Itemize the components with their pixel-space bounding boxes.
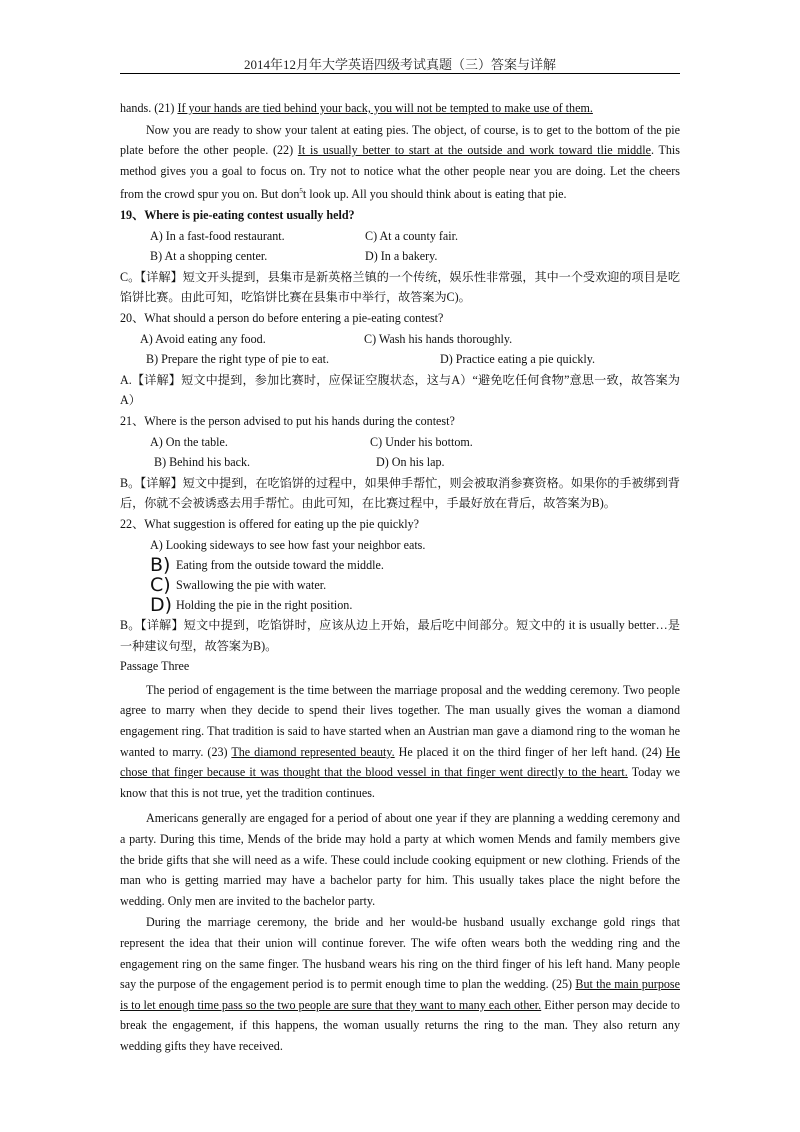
q21-option-d: D) On his lap. — [376, 455, 445, 470]
intro-paragraph — [120, 98, 680, 119]
passage-three-paragraph-3 — [120, 912, 680, 1056]
p3-para1-text-3: Today we know that this is not true, yet the tradition continues. — [120, 765, 680, 800]
q22-answer: B。【详解】短文中提到，吃馅饼时，应该从边上开始，最后吃中间部分。短文中的 it is usually better…是一种建议句型，故答案为B)。 — [120, 618, 680, 653]
passage-three-paragraph-1 — [120, 680, 680, 804]
pies-text-3: t look up. All you should think about is eating that pie. — [302, 187, 567, 202]
question-19-text: 19、Where is pie-eating contest usually held? — [120, 208, 355, 222]
q19-option-c: C) At a county fair. — [365, 228, 459, 243]
q22-option-c: Swallowing the pie with water. — [176, 578, 327, 593]
question-19-options-row-2 — [120, 246, 680, 267]
page-header: 2014年12月年大学英语四级考试真题（三）答案与详解 — [243, 57, 556, 72]
document-body — [120, 98, 680, 1057]
q22-option-d: Holding the pie in the right position. — [176, 598, 353, 613]
p3-para1-underlined-1: The diamond represented beauty. — [231, 744, 395, 759]
pies-text-1: Now you are ready to show your talent at eating pies. The object, of course, is to get to the bottom of the pie plate before the other people. (22) — [120, 122, 680, 158]
question-21-options-row-2 — [120, 452, 680, 473]
question-21: 21、Where is the person advised to put his hands during the contest? — [120, 413, 455, 428]
q22-option-a: A) Looking sideways to see how fast your neighbor eats. — [150, 537, 426, 552]
q22-option-c-letter: C) — [150, 574, 171, 597]
q22-option-c-row — [120, 575, 680, 595]
q21-option-a: A) On the table. — [150, 434, 228, 449]
passage-three-paragraph-2: Americans generally are engaged for a period of about one year if they are planning a wedding ceremony and a party. During this time, Mends of the bride may hold a party at which women Mends and family members give the bride gifts that she will need as a wife. These could include cooking equipment or new clothing. Friends of the man who is getting married may have a bachelor party for him. This usually takes place the night before the wedding. Only men are invited to the bachelor party. — [120, 811, 680, 908]
pies-superscript: 5 — [299, 187, 303, 196]
pies-underlined-sentence: It is usually better to start at the outside and work toward tlie middle — [297, 143, 651, 158]
p3-para3-text-1: During the marriage ceremony, the bride and her would-be husband usually exchange gold rings that represent the idea that their union will continue forever. The wife often wears both the wedding ring and the engagement ring on the same finger. The husband wears his ring on the third finger of his left hand. Many people say the purpose of the engagement period is to permit enough time to plan the wedding. (25) — [120, 915, 680, 992]
pies-paragraph — [120, 120, 680, 205]
q19-answer: C。【详解】短文开头提到，县集市是新英格兰镇的一个传统，娱乐性非常强，其中一个受欢迎的项目是吃馅饼比赛。由此可知，吃馅饼比赛在县集市中举行，故答案为C)。 — [120, 269, 680, 305]
q20-option-a: A) Avoid eating any food. — [140, 331, 266, 346]
q22-option-b: Eating from the outside toward the middle. — [176, 558, 384, 573]
intro-underlined-sentence: If your hands are tied behind your back, you will not be tempted to make use of them. — [177, 101, 593, 115]
header-rule — [120, 73, 680, 74]
question-19 — [120, 205, 680, 226]
q22-option-d-letter: D) — [150, 594, 173, 617]
question-20: 20、What should a person do before entering a pie-eating contest? — [120, 310, 444, 325]
p3-para3-underlined: But the main purpose is to let enough time pass so the two people are sure that they want to many each other. — [120, 977, 681, 1012]
question-19-options-row-1 — [120, 226, 680, 247]
q20-option-b: B) Prepare the right type of pie to eat. — [146, 352, 330, 367]
q20-option-c: C) Wash his hands thoroughly. — [364, 331, 513, 346]
q21-option-c: C) Under his bottom. — [370, 434, 473, 449]
q22-option-b-row — [120, 555, 680, 575]
question-20-options-row-1 — [120, 329, 680, 350]
question-20-options-row-2 — [120, 349, 680, 370]
pies-text-2: . This method gives you a goal to focus on. Try not to notice what the other people near you are doing. Let the cheers from the crowd spur you on. But don — [120, 143, 680, 202]
p3-para1-text-2: He placed it on the third finger of her left hand. (24) — [394, 744, 666, 759]
q19-option-a: A) In a fast-food restaurant. — [150, 228, 285, 243]
q20-answer: A.【详解】短文中提到，参加比赛时，应保证空腹状态，这与A）“避免吃任何食物”意思一致，故答案为A） — [120, 372, 680, 408]
question-22: 22、What suggestion is offered for eating up the pie quickly? — [120, 516, 420, 531]
q20-option-d: D) Practice eating a pie quickly. — [440, 352, 596, 367]
p3-para3-text-2: Either person may decide to break the engagement, if this happens, the woman usually returns the ring to the man. They also return any wedding gifts they have received. — [120, 997, 680, 1053]
q19-option-d: D) In a bakery. — [365, 249, 438, 264]
q19-option-b: B) At a shopping center. — [150, 249, 268, 264]
passage-three-title: Passage Three — [120, 659, 190, 674]
q22-option-b-letter: B) — [150, 554, 171, 577]
q22-option-d-row — [120, 595, 680, 615]
intro-lead: hands. — [120, 101, 155, 115]
question-21-options-row-1 — [120, 432, 680, 453]
q21-answer: B。【详解】短文中提到，在吃馅饼的过程中，如果伸手帮忙，则会被取消参赛资格。如果你的手被绑到背后，你就不会被诱惑去用手帮忙。由此可知，在比赛过程中，手最好放在背后，故答案为B)。 — [120, 475, 680, 511]
intro-number: (21) — [154, 101, 178, 115]
q21-option-b: B) Behind his back. — [154, 455, 251, 470]
p3-para1-underlined-2: He chose that finger because it was thought that the blood vessel in that finger went directly to the heart. — [120, 744, 681, 780]
p3-para1-text-1: The period of engagement is the time between the marriage proposal and the wedding ceremony. Two people agree to marry when they decide to spend their lives together. The man usually gives the woman a diamond engagement ring. That tradition is said to have started when an Austrian man gave a diamond ring to the woman he wanted to marry. (23) — [120, 682, 680, 759]
